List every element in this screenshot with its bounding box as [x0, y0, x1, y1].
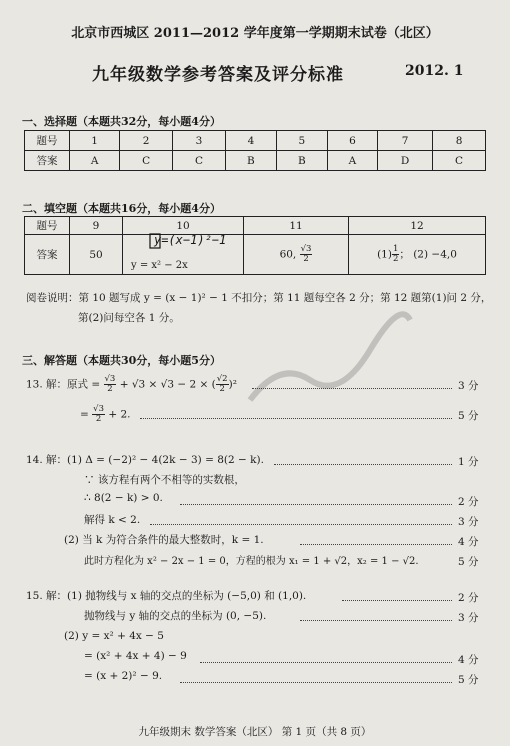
- cell-number: 5: [276, 131, 327, 151]
- cell-answer: [244, 235, 349, 275]
- dotted-leader: [252, 388, 452, 389]
- score: 5 分: [458, 674, 479, 686]
- score: 4 分: [458, 536, 479, 548]
- cell-answer: D: [378, 151, 433, 171]
- cell-number: 2: [120, 131, 173, 151]
- denominator: 2: [303, 254, 309, 264]
- denominator: 2: [392, 254, 399, 264]
- fraction: [300, 245, 313, 264]
- row-label: 题号: [25, 131, 70, 151]
- row-label: 题号: [25, 217, 70, 235]
- cell-answer: A: [327, 151, 377, 171]
- q15-line4: = (x² + 4x + 4) − 9: [84, 650, 187, 662]
- dotted-leader: [180, 682, 452, 683]
- score: 2 分: [458, 496, 479, 508]
- cell-answer: B: [225, 151, 276, 171]
- text: + √3 × √3 − 2 × (: [119, 378, 216, 391]
- cell-answer: C: [120, 151, 173, 171]
- table-row: [25, 217, 486, 235]
- fill-answer-table: [24, 216, 486, 275]
- dotted-leader: [300, 620, 452, 621]
- q15-line1: 15. 解：(1) 抛物线与 x 轴的交点的坐标为 (−5,0) 和 (1,0).: [26, 590, 307, 602]
- q15-line5: = (x + 2)² − 9.: [84, 670, 163, 682]
- numerator: √2: [216, 374, 228, 384]
- score: 3 分: [458, 516, 479, 528]
- cell-number: 12: [349, 217, 486, 235]
- cell-number: 1: [70, 131, 120, 151]
- cell-answer: B: [276, 151, 327, 171]
- q14-line2: ∵ 该方程有两个不相等的实数根，: [84, 474, 245, 486]
- page-footer: 九年级期末 数学答案（北区） 第 1 页（共 8 页）: [138, 726, 372, 738]
- q14-line5: (2) 当 k 为符合条件的最大整数时，k = 1.: [64, 534, 264, 546]
- cell-answer: [349, 235, 486, 275]
- dotted-leader: [274, 464, 452, 465]
- text: + 2.: [108, 408, 131, 421]
- cell-number: 6: [327, 131, 377, 151]
- numerator: √3: [93, 404, 104, 414]
- dotted-leader: [342, 600, 452, 601]
- handwritten-note: [148, 232, 244, 254]
- score: 1 分: [458, 456, 479, 468]
- grading-note-line2: 第(2)问每空各 1 分。: [78, 312, 180, 324]
- fraction: [104, 375, 117, 394]
- score: 4 分: [458, 654, 479, 666]
- section1-heading: 一、选择题（本题共32分，每小题4分）: [22, 115, 221, 128]
- denominator: 2: [95, 414, 102, 424]
- q13-line1: [26, 375, 237, 394]
- row-label: 答案: [25, 151, 70, 171]
- fraction: [92, 405, 105, 424]
- handwritten-text: y=(x−1)²−1: [154, 233, 227, 247]
- fraction: [216, 375, 229, 394]
- section3-heading: 三、解答题（本题共30分，每小题5分）: [22, 354, 221, 367]
- numerator: √3: [104, 374, 116, 384]
- dotted-leader: [300, 544, 452, 545]
- dotted-leader: [180, 504, 452, 505]
- denominator: 2: [219, 384, 225, 394]
- watermark-stamp: [240, 300, 420, 420]
- q14-line1: 14. 解：(1) Δ = (−2)² − 4(2k − 3) = 8(2 − k).: [26, 454, 264, 466]
- text: =: [80, 408, 89, 421]
- score: 2 分: [458, 592, 479, 604]
- score: 5 分: [458, 556, 479, 568]
- cell-number: 4: [225, 131, 276, 151]
- q13-line2: [80, 405, 130, 424]
- cell-answer: 50: [70, 235, 123, 275]
- numerator: √3: [300, 244, 312, 254]
- dotted-leader: [200, 662, 452, 663]
- table-row: [25, 131, 486, 151]
- score: 3 分: [458, 612, 479, 624]
- denominator: 2: [107, 384, 113, 394]
- q14-line3: ∴ 8(2 − k) > 0.: [84, 492, 163, 504]
- dotted-leader: [150, 524, 452, 525]
- section2-heading: 二、填空题（本题共16分，每小题4分）: [22, 202, 221, 215]
- row-label: 答案: [25, 235, 70, 275]
- cell-number: 10: [123, 217, 244, 235]
- table-row: [25, 235, 486, 275]
- q14-line6: 此时方程化为 x² − 2x − 1 = 0，方程的根为 x₁ = 1 + √2，x₂ = 1 − √2.: [84, 556, 419, 567]
- choice-answer-table: [24, 130, 486, 171]
- cell-answer: C: [433, 151, 486, 171]
- answer-text: (1): [377, 248, 392, 261]
- table-row: [25, 151, 486, 171]
- grading-note-line1: 阅卷说明：第 10 题写成 y = (x − 1)² − 1 不扣分；第 11 题每空各 2 分；第 12 题第(1)问 2 分，: [26, 292, 492, 304]
- cell-number: 7: [378, 131, 433, 151]
- score: 3 分: [458, 380, 479, 392]
- dotted-leader: [140, 418, 452, 419]
- cell-answer: A: [70, 151, 120, 171]
- score: 5 分: [458, 410, 479, 422]
- answer-text: 60,: [279, 248, 297, 261]
- cell-number: 8: [433, 131, 486, 151]
- text: 13. 解：原式 =: [26, 378, 101, 391]
- q14-line4: 解得 k < 2.: [84, 514, 141, 526]
- cell-number: 3: [173, 131, 226, 151]
- q15-line2: 抛物线与 y 轴的交点的坐标为 (0, −5).: [84, 610, 267, 622]
- cell-number: 9: [70, 217, 123, 235]
- cell-answer: y = x² − 2x: [123, 235, 244, 275]
- numerator: 1: [392, 244, 399, 254]
- text: )²: [228, 378, 237, 391]
- answer-text: ； (2) −4,0: [399, 248, 457, 261]
- cell-number: 11: [244, 217, 349, 235]
- exam-date: 2012. 1: [405, 63, 464, 79]
- cell-answer: C: [173, 151, 226, 171]
- answer-key-title: 九年级数学参考答案及评分标准: [92, 65, 344, 85]
- q15-line3: (2) y = x² + 4x − 5: [64, 630, 164, 642]
- exam-title: 北京市西城区 2011—2012 学年度第一学期期末试卷（北区）: [71, 26, 439, 41]
